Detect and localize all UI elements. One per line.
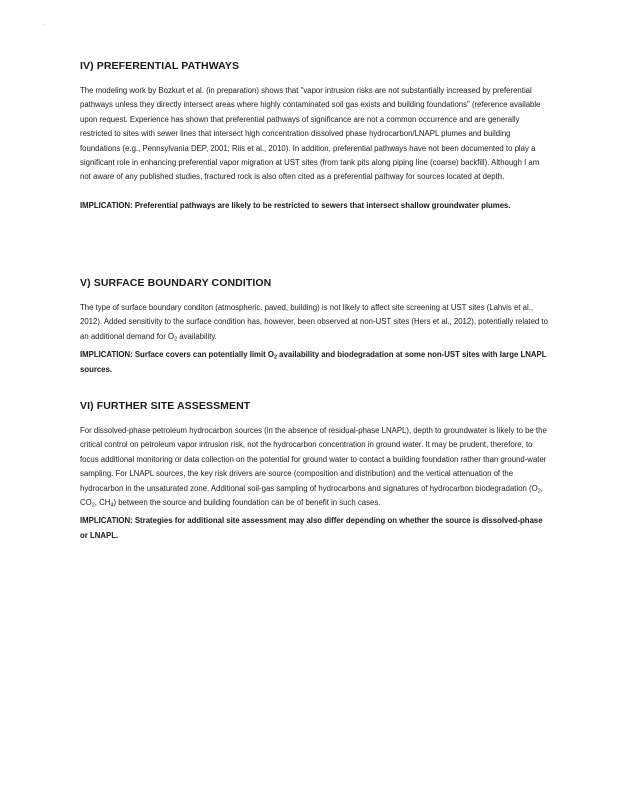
subscript: 2 <box>537 488 541 495</box>
page-mark: · <box>44 22 46 28</box>
section-heading: V) SURFACE BOUNDARY CONDITION <box>80 277 272 289</box>
text-run: , CH <box>94 498 111 508</box>
text-run: , CO <box>80 483 543 508</box>
text-run: For dissolved-phase petroleum hydrocarbon sources (in the absence of residual-phase LNAPL), depth to groundwater is likely to be the critical control on petroleum vapor intrusion risk, not the hydrocarbon concentration in ground water. It may be prudent, therefore, to focus additional monitoring or data collection on the potential for ground water to contact a building foundation rather than ground-water sampling. For LNAPL sources, the key risk drivers are source (composition and distribution) and the vertical attenuation of the hydrocarbon in the unsaturated zone. Additional soil-gas sampling of hydrocarbons and signatures of hydrocarbon biodegradation (O <box>80 426 547 493</box>
section-paragraph <box>80 424 552 510</box>
implication-text: IMPLICATION: Strategies for additional site assessment may also differ depending on whether the source is dissolved-phase or LNAPL. <box>80 516 543 540</box>
implication-text <box>80 348 552 377</box>
section-further-assessment <box>80 400 552 543</box>
section-paragraph: The modeling work by Bozkurt et al. (in preparation) shows that "vapor intrusion risks are not substantially increased by preferential pathways unless they directly intersect areas where highly contaminated soil gas exists and building foundations" (reference available upon request. Experience has shown that preferential pathways of significance are not a common occurrence and are generally restricted to sites with sewer lines that intersect high concentration dissolved phase hydrocarbon/LNAPL plumes and building foundations (e.g., Pennsylvania DEP, 2001; Riis et al., 2010). In addition, preferential pathways have not been documented to play a significant role in enhancing preferential vapor migration at UST sites (from tank pits along piping line (coarse) backfill). Although I am not aware of any published studies, fractured rock is also often cited as a preferential pathway for sources located at depth. <box>80 86 541 182</box>
section-surface-boundary <box>80 277 552 377</box>
subscript: 2 <box>174 336 178 343</box>
subscript: 4 <box>110 502 114 509</box>
section-heading: IV) PREFERENTIAL PATHWAYS <box>80 60 240 72</box>
text-run: ) between the source and building foundation can be of benefit in such cases. <box>113 498 381 508</box>
section-paragraph <box>80 301 552 344</box>
text-run: availability. <box>177 331 217 341</box>
text-run: The type of surface boundary conditon (atmospheric. paved, building) is not likely to affect site screening at UST sites (Lahvis et al., 2012). Added sensitivity to the surface condition has, however, been observed at non-UST sites (Hers et al., 2012), potentially related to an additional demand for O <box>80 303 548 341</box>
subscript: 2 <box>91 502 95 509</box>
text-run: IMPLICATION: Surface covers can potentially limit O <box>80 350 274 360</box>
implication-text: IMPLICATION: Preferential pathways are likely to be restricted to sewers that intersect shallow groundwater plumes. <box>80 200 511 210</box>
subscript: 2 <box>273 354 278 361</box>
text-run: availability and biodegradation at some non-UST sites with large LNAPL sources. <box>80 350 547 374</box>
section-preferential-pathways <box>80 60 552 213</box>
section-heading: VI) FURTHER SITE ASSESSMENT <box>80 400 251 412</box>
